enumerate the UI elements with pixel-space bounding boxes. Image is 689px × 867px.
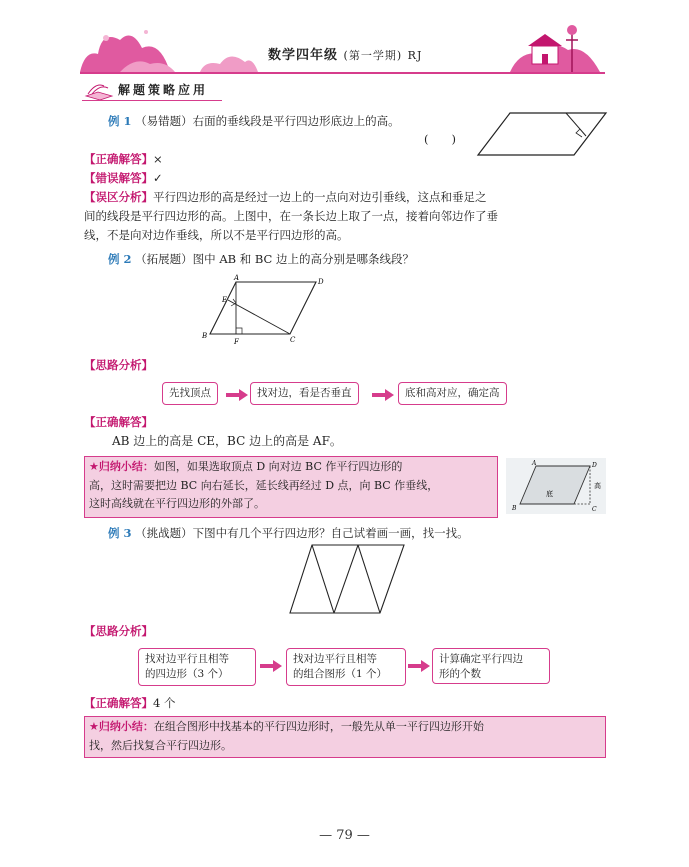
example1-parallelogram-figure bbox=[476, 110, 608, 158]
correct-answer-tag: 【正确解答】 bbox=[84, 696, 153, 710]
example1-analysis-line2: 间的线段是平行四边形的高。上图中，在一条长边上取了一点，接着向邻边作了垂 bbox=[84, 209, 498, 223]
fig-label-A: A bbox=[532, 460, 537, 467]
page-number: — 79 — bbox=[319, 828, 370, 843]
book-edition: RJ bbox=[407, 49, 423, 62]
example1-analysis-line3: 线，不是向对边作垂线，所以不是平行四边形的高。 bbox=[84, 228, 349, 242]
example1-label: 例 1 bbox=[108, 114, 132, 128]
analysis-tag: 【误区分析】 bbox=[84, 190, 153, 204]
example1-correct bbox=[84, 150, 163, 169]
fig-label-B: B bbox=[512, 505, 517, 512]
example2-parallelogram-figure bbox=[198, 272, 328, 348]
label-B: B bbox=[202, 332, 208, 340]
summary-line: 在组合图形中找基本的平行四边形时，一般先从单一平行四边形开始 bbox=[153, 720, 484, 733]
flow-line: 找对边平行且相等 bbox=[145, 653, 229, 665]
example1-text: （易错题）右面的垂线段是平行四边形底边上的高。 bbox=[135, 114, 400, 128]
wrong-answer-tag: 【错误解答】 bbox=[84, 171, 153, 185]
flow-line: 的组合图形（1 个） bbox=[293, 668, 388, 680]
example3-question bbox=[108, 524, 469, 543]
example3-text: （挑战题）下图中有几个平行四边形？自己试着画一画，找一找。 bbox=[135, 526, 469, 540]
fig-label-D: D bbox=[592, 462, 597, 469]
example2-flow-step2: 找对边，看是否垂直 bbox=[250, 382, 359, 405]
example2-text: （拓展题）图中 AB 和 BC 边上的高分别是哪条线段？ bbox=[135, 252, 415, 266]
example1-question bbox=[108, 112, 400, 131]
flow-line: 的四边形（3 个） bbox=[145, 668, 229, 680]
example3-flow-step2 bbox=[286, 648, 406, 686]
analysis-text: 平行四边形的高是经过一边上的一点向对边引垂线，这点和垂足之 bbox=[153, 190, 487, 204]
example1-answer-paren: ( ) bbox=[424, 132, 456, 146]
fig-label-C: C bbox=[592, 506, 597, 513]
summary-tag: ★归纳小结： bbox=[89, 720, 154, 733]
book-term: (第一学期) bbox=[343, 49, 403, 62]
section-underline bbox=[82, 100, 222, 101]
summary-line: 高，这时需要把边 BC 向右延长，延长线再经过 D 点，向 BC 作垂线， bbox=[89, 478, 439, 492]
example2-question bbox=[108, 250, 414, 269]
summary-tag: ★归纳小结： bbox=[89, 460, 154, 473]
label-D: D bbox=[318, 278, 324, 286]
arrow-right-icon bbox=[408, 660, 430, 672]
label-E: E bbox=[222, 296, 228, 304]
example3-thinking-tag bbox=[84, 622, 153, 641]
example3-parallelogram-figure bbox=[288, 542, 406, 616]
header-divider bbox=[80, 72, 605, 74]
thinking-tag: 【思路分析】 bbox=[84, 358, 153, 372]
example3-label: 例 3 bbox=[108, 526, 132, 540]
fig-label-height: 高 bbox=[594, 482, 601, 490]
correct-answer-tag: 【正确解答】 bbox=[84, 415, 153, 429]
label-C: C bbox=[290, 336, 296, 344]
label-A: A bbox=[234, 274, 240, 282]
flow-line: 找对边平行且相等 bbox=[293, 653, 377, 665]
example3-flow-step1 bbox=[138, 648, 256, 686]
wrong-answer-value: ✓ bbox=[153, 171, 163, 185]
fig-label-base: 底 bbox=[546, 490, 553, 498]
example1-wrong bbox=[84, 169, 163, 188]
example3-summary bbox=[84, 716, 606, 758]
example2-flow-step3: 底和高对应，确定高 bbox=[398, 382, 507, 405]
example2-summary-figure bbox=[506, 458, 606, 514]
section-title: 解题策略应用 bbox=[118, 83, 209, 97]
example2-correct-tag bbox=[84, 413, 153, 432]
example2-flow-step1: 先找顶点 bbox=[162, 382, 218, 405]
book-title: 数学四年级 bbox=[268, 48, 339, 63]
example3-flow-step3 bbox=[432, 648, 550, 684]
label-F: F bbox=[234, 338, 239, 346]
arrow-right-icon bbox=[260, 660, 282, 672]
summary-line: 这时高线就在平行四边形的外部了。 bbox=[89, 497, 265, 510]
thinking-tag: 【思路分析】 bbox=[84, 624, 153, 638]
example2-label: 例 2 bbox=[108, 252, 132, 266]
header-title bbox=[268, 44, 422, 63]
flow-line: 计算确定平行四边 bbox=[439, 653, 523, 665]
example3-correct bbox=[84, 694, 175, 713]
correct-answer-tag: 【正确解答】 bbox=[84, 152, 153, 166]
example2-thinking-tag bbox=[84, 356, 153, 375]
arrow-right-icon bbox=[226, 389, 248, 401]
correct-answer-value: × bbox=[153, 152, 163, 166]
example2-answer: AB 边上的高是 CE，BC 边上的高是 AF。 bbox=[112, 434, 342, 448]
flow-line: 形的个数 bbox=[439, 668, 481, 680]
example3-answer: 4 个 bbox=[153, 696, 176, 710]
example1-analysis-line1 bbox=[84, 188, 487, 207]
arrow-right-icon bbox=[372, 389, 394, 401]
example2-summary bbox=[84, 456, 498, 518]
book-icon bbox=[84, 80, 114, 100]
summary-line: 如图，如果选取顶点 D 向对边 BC 作平行四边形的 bbox=[153, 460, 403, 473]
summary-line: 找，然后找复合平行四边形。 bbox=[89, 738, 232, 752]
